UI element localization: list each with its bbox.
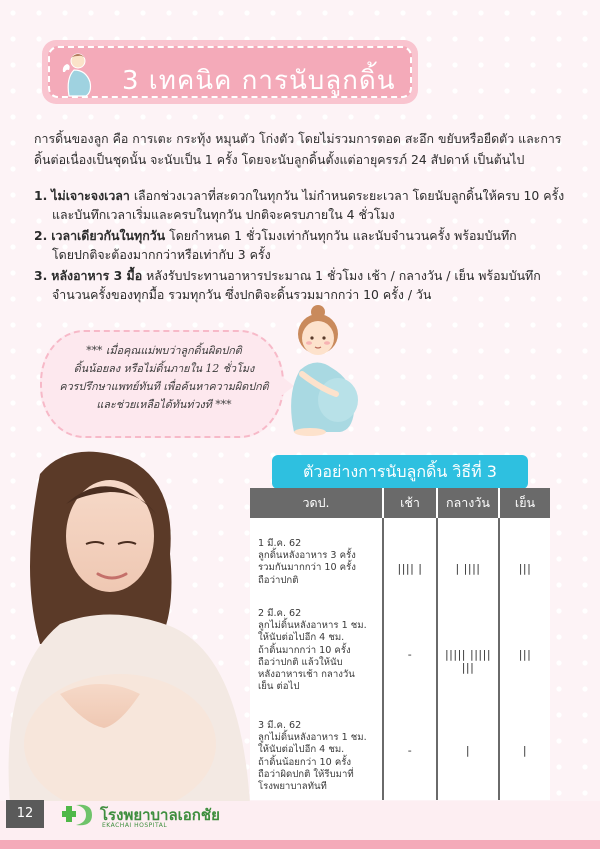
row-line: หลังอาหารเช้า กลางวัน xyxy=(258,669,355,681)
kick-count-table xyxy=(250,488,550,800)
title-banner xyxy=(42,40,418,104)
row-line: ถือว่าปกติ แล้วให้นับ xyxy=(258,656,343,668)
row-line: ให้นับต่อไปอีก 4 ชม. xyxy=(258,632,345,644)
warning-line: *** เมื่อคุณแม่พบว่าลูกดิ้นผิดปกติ xyxy=(86,344,242,357)
table-header-date: วดป. xyxy=(250,488,382,518)
pregnant-mother-icon xyxy=(60,52,96,98)
step-text-continued: จำนวนครั้งของทุกมื้อ รวมทุกวัน ซึ่งปกติจะดิ้นรวมมากกว่า 10 ครั้ง / วัน xyxy=(52,287,432,302)
row-line: 1 มี.ค. 62 xyxy=(258,538,302,549)
intro-paragraph: การดิ้นของลูก คือ การเตะ กระทุ้ง หมุนตัว โก่งตัว โดยไม่รวมการตอด สะอึก ขยับหรือยืดตัว และการดิ้นต่อเนื่องเป็นชุดนั้น จะนับเป็น 1 ครั้ง โดยจะนับลูกดิ้นตั้งแต่อายุครรภ์ 24 สัปดาห์ เป็นต้นไป xyxy=(34,131,562,167)
technique-item xyxy=(34,186,574,224)
tally-evening: ||| xyxy=(518,562,532,575)
table-title: ตัวอย่างการนับลูกดิ้น วิธีที่ 3 xyxy=(272,455,528,489)
row-line: ลูกดิ้นหลังอาหาร 3 ครั้ง xyxy=(258,550,356,562)
row-line: โรงพยาบาลทันที xyxy=(258,781,327,793)
table-row-description xyxy=(258,720,384,793)
row-line: เย็น ต่อไป xyxy=(258,681,300,693)
pregnant-woman-illustration xyxy=(280,304,366,436)
row-line: ลูกไม่ดิ้นหลังอาหาร 1 ชม. xyxy=(258,732,367,744)
step-number: 1. xyxy=(34,188,48,203)
hospital-name: โรงพยาบาลเอกชัย xyxy=(100,806,220,824)
row-line: ถ้าดิ้นมากกว่า 10 ครั้ง xyxy=(258,644,351,656)
step-text-continued: โดยปกติจะต้องมากกว่าหรือเท่ากับ 3 ครั้ง xyxy=(52,247,271,262)
step-text: หลังรับประทานอาหารประมาณ 1 ชั่วโมง เช้า / กลางวัน / เย็น พร้อมบันทึก xyxy=(146,268,541,283)
table-header-noon: กลางวัน xyxy=(438,488,498,518)
warning-line: ดิ้นน้อยลง หรือไม่ดิ้นภายใน 12 ชั่วโมง xyxy=(73,362,255,375)
row-line: 3 มี.ค. 62 xyxy=(258,720,302,731)
step-text: เลือกช่วงเวลาที่สะดวกในทุกวัน ไม่กำหนดระยะเวลา โดยนับลูกดิ้นให้ครบ 10 ครั้ง xyxy=(133,188,565,203)
warning-line: และช่วยเหลือได้ทันท่วงที *** xyxy=(96,398,232,411)
row-line: รวมกันมากกว่า 10 ครั้ง xyxy=(258,562,356,574)
row-line: ให้นับต่อไปอีก 4 ชม. xyxy=(258,744,345,756)
pregnant-woman-photo xyxy=(0,444,250,804)
technique-list xyxy=(34,186,574,306)
tally-noon: | xyxy=(465,744,471,757)
page-number: 12 xyxy=(6,800,44,828)
hospital-logo-icon xyxy=(58,801,96,829)
step-heading: หลังอาหาร 3 มื้อ xyxy=(51,268,143,283)
table-row-description xyxy=(258,608,384,693)
row-line: 2 มี.ค. 62 xyxy=(258,608,302,619)
technique-item xyxy=(34,226,574,264)
step-text-continued: และบันทึกเวลาเริ่มและครบในทุกวัน ปกติจะครบภายใน 4 ชั่วโมง xyxy=(52,207,395,222)
warning-note xyxy=(54,342,274,414)
step-heading: ไม่เจาะจงเวลา xyxy=(51,188,130,203)
table-row-description xyxy=(258,538,384,587)
tally-evening: ||| xyxy=(518,648,532,661)
tally-noon: | |||| xyxy=(455,562,481,575)
tally-morning: - xyxy=(407,744,413,757)
row-line: ถ้าดิ้นน้อยกว่า 10 ครั้ง xyxy=(258,756,352,768)
step-heading: เวลาเดียวกันในทุกวัน xyxy=(51,228,166,243)
step-number: 3. xyxy=(34,268,48,283)
row-line: ถือว่าปกติ xyxy=(258,574,299,586)
step-number: 2. xyxy=(34,228,48,243)
footer-stripe xyxy=(0,840,600,849)
tally-evening: | xyxy=(522,744,528,757)
page-title: 3 เทคนิค การนับลูกดิ้น xyxy=(122,66,396,96)
title-banner-inner xyxy=(48,46,412,98)
warning-line: ควรปรึกษาแพทย์ทันที เพื่อค้นหาความผิดปกติ xyxy=(59,380,269,393)
table-header-evening: เย็น xyxy=(500,488,550,518)
step-text: โดยกำหนด 1 ชั่วโมงเท่ากันทุกวัน และนับจำนวนครั้ง พร้อมบันทึก xyxy=(169,228,517,243)
tally-noon: ||||| ||||| ||| xyxy=(444,648,492,674)
tally-morning: |||| | xyxy=(397,562,423,575)
technique-item xyxy=(34,266,574,304)
row-line: ถือว่าผิดปกติ ให้รีบมาที่ xyxy=(258,768,354,780)
tally-morning: - xyxy=(407,648,413,661)
row-line: ลูกไม่ดิ้นหลังอาหาร 1 ชม. xyxy=(258,620,367,632)
hospital-name-en: EKACHAI HOSPITAL xyxy=(102,822,168,829)
table-header-morning: เช้า xyxy=(384,488,436,518)
